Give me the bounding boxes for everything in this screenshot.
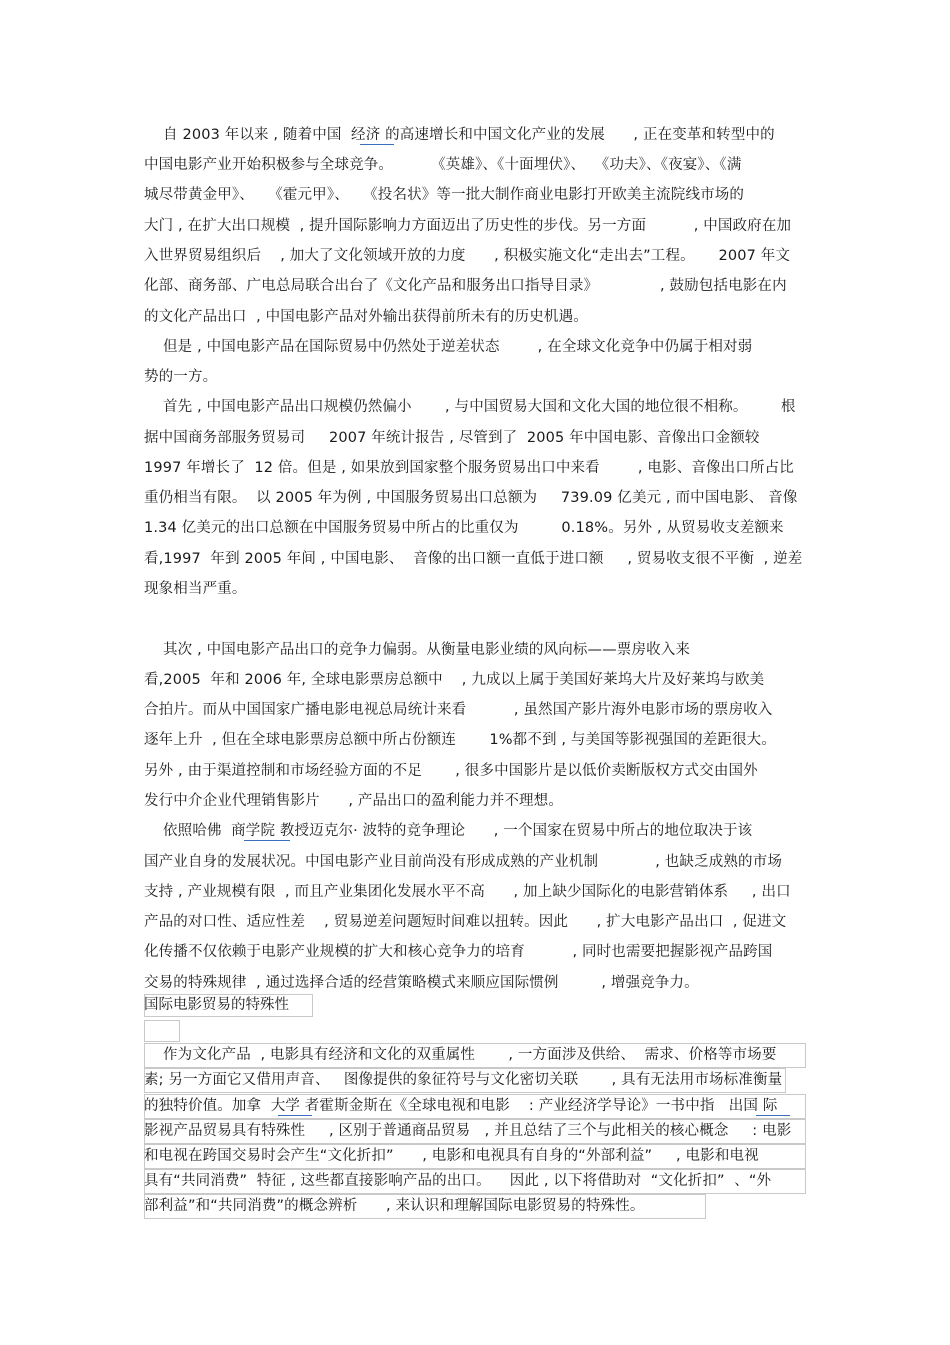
para5-line-3: 支持 , 产业规模有限 , 而且产业集团化发展水平不高 , 加上缺少国际化的电影营销体系 , 出口 [144,884,791,900]
para1-line-5: 入世界贸易组织后 , 加大了文化领域开放的力度 , 积极实施文化“走出去”工程。 2007 年文 [144,248,791,264]
para6-line-3: 的独特价值。加拿 大学 者霍斯金斯在《全球电视和电影 : 产业经济学导论》一书中指 出国 际 [144,1098,778,1114]
para3-line-1: 首先 , 中国电影产品出口规模仍然偏小 , 与中国贸易大国和文化大国的地位很不相称。 根 [144,399,796,415]
para4-line-5: 另外 , 由于渠道控制和市场经验方面的不足 , 很多中国影片是以低价卖断版权方式交由国外 [144,763,758,779]
empty-frame [144,1020,180,1042]
section-heading: 国际电影贸易的特殊性 [144,997,289,1013]
para1-line-2: 中国电影产业开始积极参与全球竞争。 《英雄》、《十面埋伏》、 《功夫》、《夜宴》、《满 [144,157,742,173]
link-business-school[interactable] [244,822,290,841]
para3-line-6: 看,1997 年到 2005 年间 , 中国电影、 音像的出口额一直低于进口额 , 贸易收支很不平衡 , 逆差 [144,551,803,567]
para1-line-6: 化部、商务部、广电总局联合出台了《文化产品和服务出口指导目录》 , 鼓励包括电影在内 [144,278,787,294]
para6-line-5: 和电视在跨国交易时会产生“文化折扣” , 电影和电视具有自身的“外部利益” , 电影和电视 [144,1148,759,1164]
link-university[interactable] [278,1097,312,1116]
para6-line-6: 具有“共同消费” 特征 , 这些都直接影响产品的出口。 因此 , 以下将借助对 “文化折扣” 、“外 [144,1173,772,1189]
link-economy[interactable] [360,126,394,145]
para5-line-2: 国产业自身的发展状况。中国电影产业目前尚没有形成成熟的产业机制 , 也缺乏成熟的市场 [144,854,782,870]
para4-line-6: 发行中介企业代理销售影片 , 产品出口的盈利能力并不理想。 [144,793,563,809]
para6-line-2: 素; 另一方面它又借用声音、 图像提供的象征符号与文化密切关联 , 具有无法用市场标准衡量 [144,1072,783,1088]
para4-line-3: 合拍片。而从中国国家广播电影电视总局统计来看 , 虽然国产影片海外电影市场的票房收入 [144,702,773,718]
para3-line-5: 1.34 亿美元的出口总额在中国服务贸易中所占的比重仅为 0.18%。另外 , 从贸易收支差额来 [144,520,784,536]
link-export[interactable] [756,1097,790,1116]
para1-line-7: 的文化产品出口 , 中国电影产品对外输出获得前所未有的历史机遇。 [144,309,588,325]
para3-line-4: 重仍相当有限。 以 2005 年为例 , 中国服务贸易出口总额为 739.09 亿美元 , 而中国电影、 音像 [144,490,798,506]
para2-line-2: 势的一方。 [144,369,218,385]
para1-line-3: 城尽带黄金甲》、 《霍元甲》、 《投名状》等一批大制作商业电影打开欧美主流院线市场的 [144,187,745,203]
para5-line-5: 化传播不仅依赖于电影产业规模的扩大和核心竞争力的培育 , 同时也需要把握影视产品跨国 [144,944,773,960]
para3-line-2: 据中国商务部服务贸易司 2007 年统计报告 , 尽管到了 2005 年中国电影、音像出口金额较 [144,430,760,446]
para6-line-7: 部利益”和“共同消费”的概念辨析 , 来认识和理解国际电影贸易的特殊性。 [144,1198,645,1214]
para4-line-1: 其次 , 中国电影产品出口的竞争力偏弱。从衡量电影业绩的风向标——票房收入来 [144,642,691,658]
para5-line-1: 依照哈佛 商学院 教授迈克尔· 波特的竞争理论 , 一个国家在贸易中所占的地位取决于该 [144,823,753,839]
para6-line-4: 影视产品贸易具有特殊性 , 区别于普通商品贸易 , 并且总结了三个与此相关的核心概念 : 电影 [144,1123,792,1139]
para2-line-1: 但是 , 中国电影产品在国际贸易中仍然处于逆差状态 , 在全球文化竞争中仍属于相对弱 [144,339,753,355]
para5-line-4: 产品的对口性、适应性差 , 贸易逆差问题短时间难以扭转。因此 , 扩大电影产品出口 , 促进文 [144,914,787,930]
para3-line-3: 1997 年增长了 12 倍。但是 , 如果放到国家整个服务贸易出口中来看 , 电影、音像出口所占比 [144,460,794,476]
para1-line-1: 自 2003 年以来 , 随着中国 经济 的高速增长和中国文化产业的发展 , 正在变革和转型中的 [144,127,775,143]
para3-line-7: 现象相当严重。 [144,581,247,597]
para4-line-4: 逐年上升 , 但在全球电影票房总额中所占份额连 1%都不到 , 与美国等影视强国的差距很大。 [144,732,776,748]
para1-line-4: 大门 , 在扩大出口规模 , 提升国际影响力方面迈出了历史性的步伐。另一方面 , 中国政府在加 [144,218,792,234]
para4-line-2: 看,2005 年和 2006 年, 全球电影票房总额中 , 九成以上属于美国好莱坞大片及好莱坞与欧美 [144,672,765,688]
para5-line-6: 交易的特殊规律 , 通过选择合适的经营策略模式来顺应国际惯例 , 增强竞争力。 [144,975,699,991]
para6-line-1: 作为文化产品 , 电影具有经济和文化的双重属性 , 一方面涉及供给、 需求、价格等市场要 [144,1047,777,1063]
